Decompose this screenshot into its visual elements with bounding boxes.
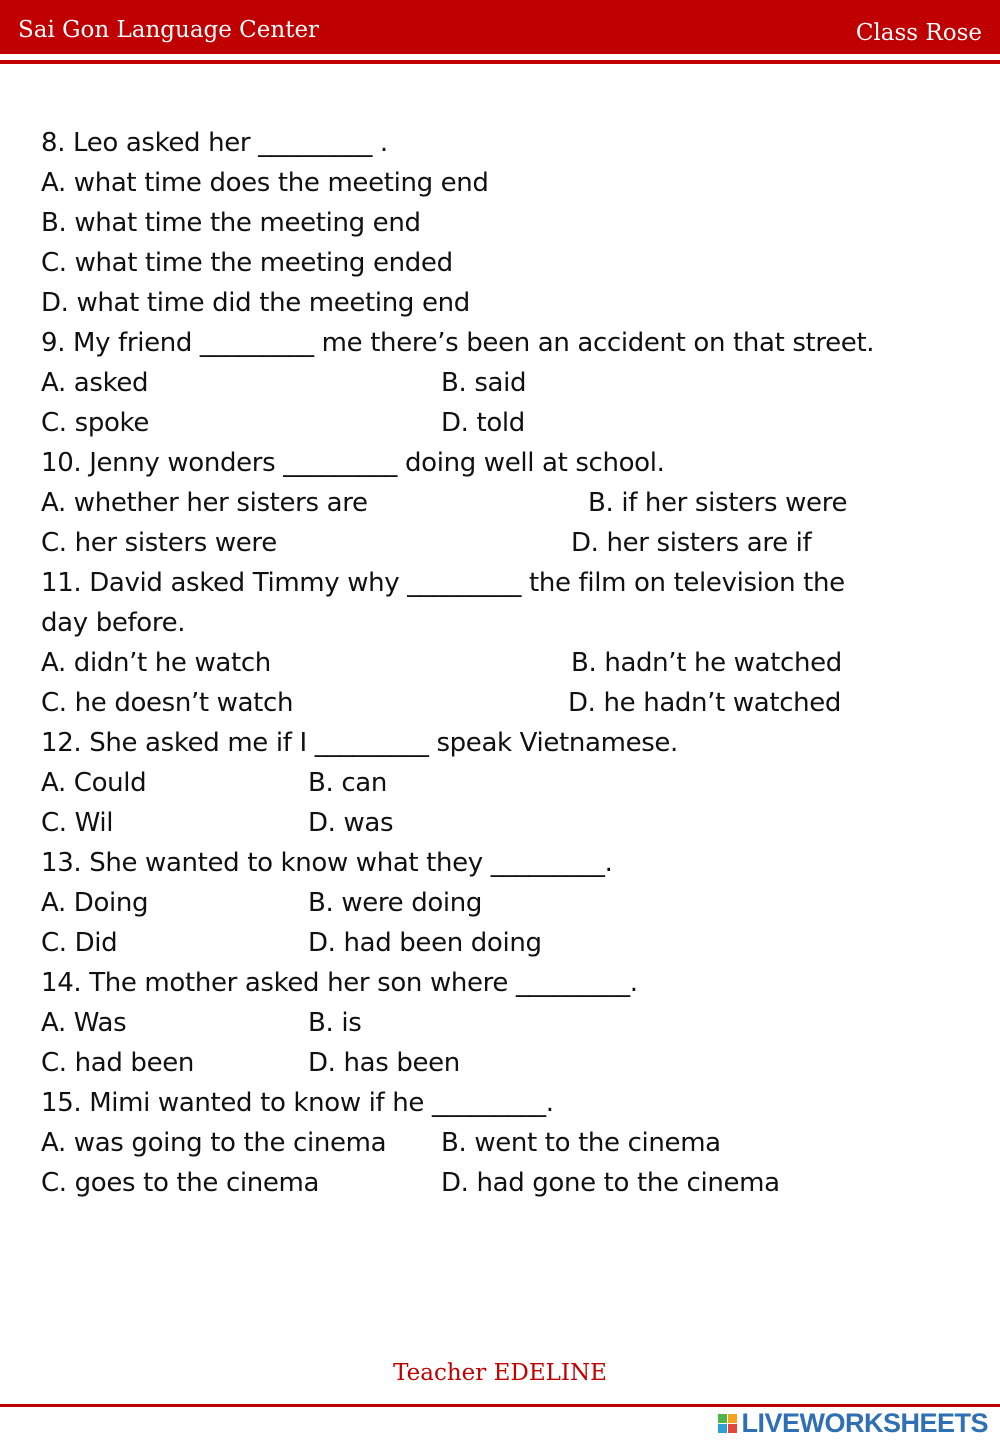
question-9: 9. My friend _________ me there’s been an accident on that street.: [41, 328, 875, 358]
q12-option-d: D. was: [308, 808, 394, 838]
q9-option-d: D. told: [441, 408, 525, 438]
q8-option-d: D. what time did the meeting end: [41, 288, 470, 318]
question-8: 8. Leo asked her _________ .: [41, 128, 388, 158]
question-15: 15. Mimi wanted to know if he _________.: [41, 1088, 554, 1118]
q13-option-c: C. Did: [41, 928, 118, 958]
liveworksheets-grid-icon: [718, 1414, 737, 1433]
teacher-name: Teacher EDELINE: [393, 1360, 607, 1386]
center-name: Sai Gon Language Center: [18, 17, 320, 43]
question-12: 12. She asked me if I _________ speak Vietnamese.: [41, 728, 678, 758]
question-14: 14. The mother asked her son where _________.: [41, 968, 638, 998]
brand-wordmark: LIVEWORKSHEETS: [741, 1407, 988, 1438]
question-13: 13. She wanted to know what they _________.: [41, 848, 613, 878]
question-11: 11. David asked Timmy why _________ the film on television the: [41, 568, 845, 598]
q12-option-c: C. Wil: [41, 808, 114, 838]
question-10: 10. Jenny wonders _________ doing well at school.: [41, 448, 665, 478]
q13-option-a: A. Doing: [41, 888, 149, 918]
q12-option-b: B. can: [308, 768, 387, 798]
q14-option-d: D. has been: [308, 1048, 460, 1078]
question-11-continued: day before.: [41, 608, 186, 638]
q15-option-b: B. went to the cinema: [441, 1128, 721, 1158]
q14-option-a: A. Was: [41, 1008, 127, 1038]
q13-option-d: D. had been doing: [308, 928, 542, 958]
q11-option-c: C. he doesn’t watch: [41, 688, 294, 718]
q11-option-b: B. hadn’t he watched: [571, 648, 842, 678]
q12-option-a: A. Could: [41, 768, 147, 798]
q14-option-b: B. is: [308, 1008, 362, 1038]
liveworksheets-logo: [718, 1406, 988, 1440]
q10-option-b: B. if her sisters were: [588, 488, 848, 518]
q8-option-c: C. what time the meeting ended: [41, 248, 453, 278]
q8-option-b: B. what time the meeting end: [41, 208, 421, 238]
q11-option-d: D. he hadn’t watched: [568, 688, 842, 718]
q11-option-a: A. didn’t he watch: [41, 648, 271, 678]
q14-option-c: C. had been: [41, 1048, 194, 1078]
q13-option-b: B. were doing: [308, 888, 483, 918]
q10-option-c: C. her sisters were: [41, 528, 277, 558]
q8-option-a: A. what time does the meeting end: [41, 168, 489, 198]
q9-option-c: C. spoke: [41, 408, 149, 438]
header-divider: [0, 60, 1000, 64]
q15-option-c: C. goes to the cinema: [41, 1168, 320, 1198]
q9-option-b: B. said: [441, 368, 527, 398]
q9-option-a: A. asked: [41, 368, 149, 398]
q15-option-d: D. had gone to the cinema: [441, 1168, 780, 1198]
q10-option-d: D. her sisters are if: [571, 528, 812, 558]
q10-option-a: A. whether her sisters are: [41, 488, 368, 518]
q15-option-a: A. was going to the cinema: [41, 1128, 387, 1158]
class-name: Class Rose: [855, 20, 982, 46]
